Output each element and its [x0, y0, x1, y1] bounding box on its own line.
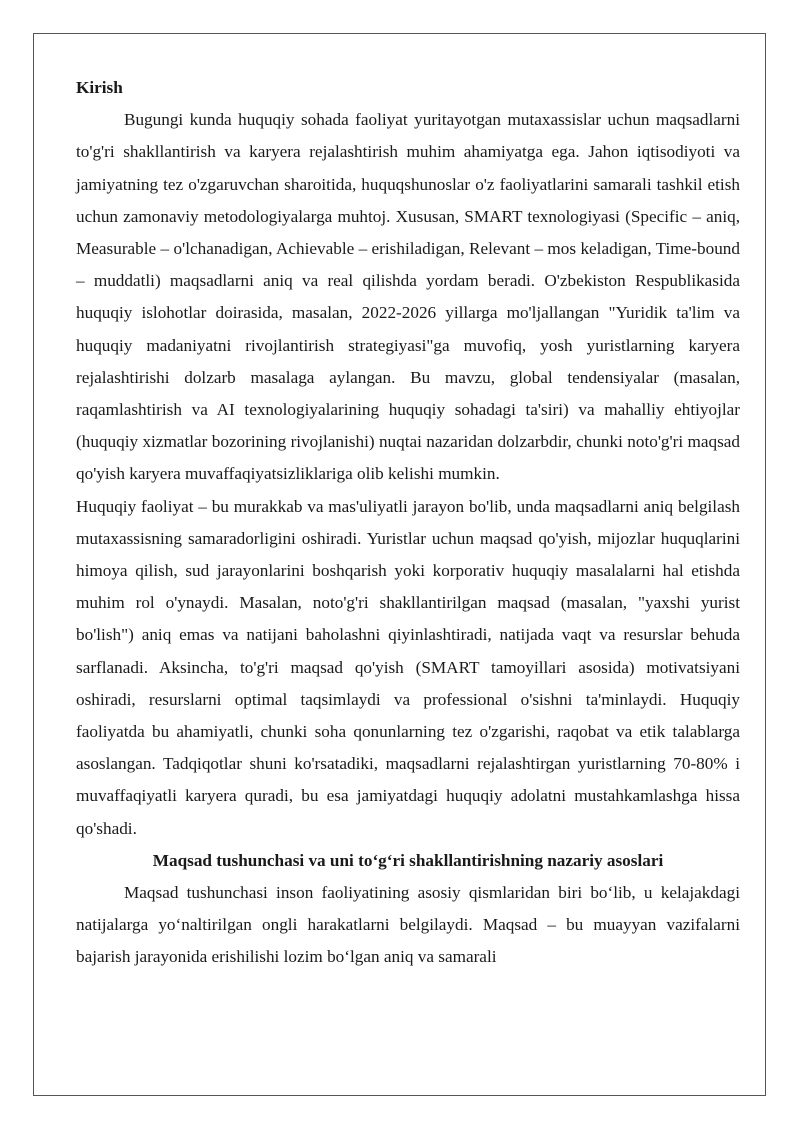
document-body — [76, 72, 740, 974]
intro-heading: Kirish — [76, 78, 123, 97]
section-heading: Maqsad tushunchasi va uni to‘g‘ri shakllantirishning nazariy asoslari — [152, 850, 664, 870]
section-paragraph: Maqsad tushunchasi inson faoliyatining asosiy qismlaridan biri bo‘lib, u kelajakdagi natijalarga yo‘naltirilgan ongli harakatlarni belgilaydi. Maqsad – bu muayyan vazifalarni bajarish jarayonida erishilishi lozim bo‘lgan aniq va samarali — [76, 883, 740, 967]
body-paragraph: Huquqiy faoliyat – bu murakkab va mas'uliyatli jarayon bo'lib, unda maqsadlarni aniq belgilash mutaxassisning samaradorligini oshiradi. Yuristlar uchun maqsad qo'yish, mijozlar huquqlarini himoya qilish, sud jarayonlarini boshqarish yoki korporativ huquqiy masalalarni hal etishda muhim rol o'ynaydi. Masalan, noto'g'ri shakllantirilgan maqsad (masalan, "yaxshi yurist bo'lish") aniq emas va natijani baholashni qiyinlashtiradi, natijada vaqt va resurslar behuda sarflanadi. Aksincha, to'g'ri maqsad qo'yish (SMART tamoyillari asosida) motivatsiyani oshiradi, resurslarni optimal taqsimlaydi va professional o'sishni ta'minlaydi. Huquqiy faoliyatda bu ahamiyatli, chunki soha qonunlarning tez o'zgarishi, raqobat va etik talablarga asoslangan. Tadqiqotlar shuni ko'rsatadiki, maqsadlarni rejalashtirgan yuristlarning 70-80% i muvaffaqiyatli karyera quradi, bu esa jamiyatdagi huquqiy adolatni mustahkamlashga hissa qo'shadi. — [76, 496, 740, 838]
intro-paragraph: Bugungi kunda huquqiy sohada faoliyat yuritayotgan mutaxassislar uchun maqsadlarni to'g'ri shakllantirish va karyera rejalashtirish muhim ahamiyatga ega. Jahon iqtisodiyoti va jamiyatning tez o'zgaruvchan sharoitida, huquqshunoslar o'z faoliyatlarini samarali tashkil etish uchun zamonaviy metodologiyalarga muhtoj. Xususan, SMART texnologiyasi (Specific – aniq, Measurable – o'lchanadigan, Achievable – erishiladigan, Relevant – mos keladigan, Time-bound – muddatli) maqsadlarni aniq va real qilishda yordam beradi. O'zbekiston Respublikasida huquqiy islohotlar doirasida, masalan, 2022-2026 yillarga mo'ljallangan "Yuridik ta'lim va huquqiy madaniyatni rivojlantirish strategiyasi"ga muvofiq, yosh yuristlarning karyera rejalashtirishi dolzarb masalaga aylangan. Bu mavzu, global tendensiyalar (masalan, raqamlashtirish va AI texnologiyalarining huquqiy sohadagi ta'siri) va mahalliy ehtiyojlar (huquqiy xizmatlar bozorining rivojlanishi) nuqtai nazaridan dolzarbdir, chunki noto'g'ri maqsad qo'yish karyera muvaffaqiyatsizliklariga olib kelishi mumkin. — [76, 110, 740, 484]
